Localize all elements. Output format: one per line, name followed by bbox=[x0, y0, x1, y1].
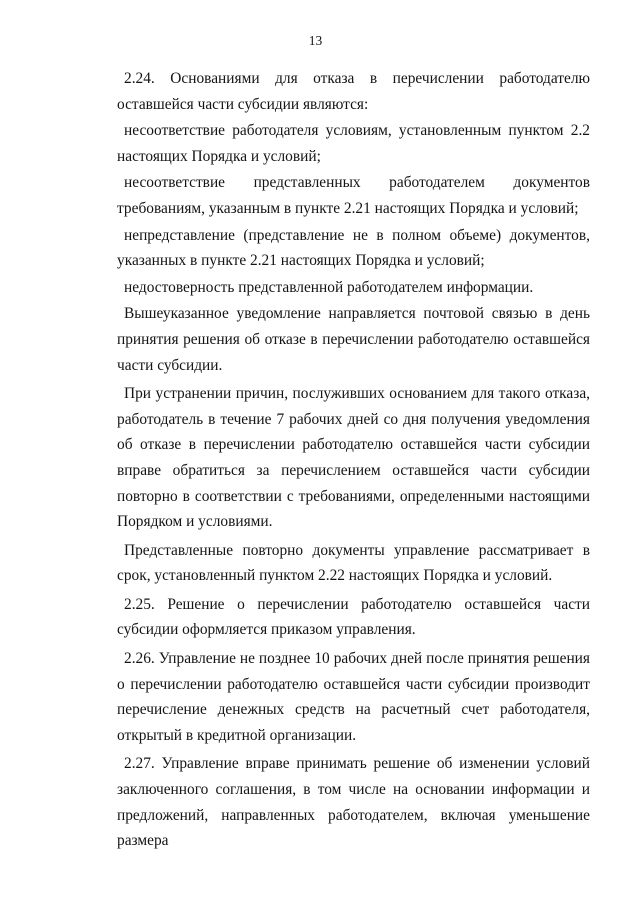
paragraph-2-25: 2.25. Решение о перечислении работодателю оставшейся части субсидии оформляется приказом управления. bbox=[117, 595, 590, 639]
paragraph-notice: Вышеуказанное уведомление направляется почтовой связью в день принятия решения об отказе в перечислении работодателю оставшейся части субсидии. bbox=[117, 305, 590, 374]
paragraph-review: Представленные повторно документы управление рассматривает в срок, установленный пунктом 2.22 настоящих Порядка и условий. bbox=[117, 541, 590, 585]
paragraph-reapply: При устранении причин, послуживших основанием для такого отказа, работодатель в течение 7 рабочих дней со дня получения уведомления об отказе в перечислении работодателю оставшейся части субсидии вправе обратиться за перечислением оставшейся части субсидии повторно в соответствии с требованиями, определенными настоящими Порядком и условиями. bbox=[117, 385, 590, 531]
document-body bbox=[117, 66, 590, 854]
paragraph-reason-3: непредставление (представление не в полном объеме) документов, указанных в пункте 2.21 настоящих Порядка и условий; bbox=[117, 226, 590, 270]
page-number: 13 bbox=[308, 33, 323, 48]
paragraph-2-24: 2.24. Основаниями для отказа в перечислении работодателю оставшейся части субсидии являются: bbox=[117, 70, 590, 113]
paragraph-2-26: 2.26. Управление не позднее 10 рабочих дней после принятия решения о перечислении работодателю оставшейся части субсидии производит перечисление денежных средств на расчетный счет работодателя, открытый в кредитной организации. bbox=[117, 650, 590, 744]
paragraph-reason-2: несоответствие представленных работодателем документов требованиям, указанным в пункте 2.21 настоящих Порядка и условий; bbox=[117, 174, 590, 217]
paragraph-reason-1: несоответствие работодателя условиям, установленным пунктом 2.2 настоящих Порядка и условий; bbox=[117, 122, 590, 165]
paragraph-2-27: 2.27. Управление вправе принимать решение об изменении условий заключенного соглашения, в том числе на основании информации и предложений, направленных работодателем, включая уменьшение размера bbox=[117, 755, 590, 850]
paragraph-reason-4: недостоверность представленной работодателем информации. bbox=[124, 278, 534, 296]
